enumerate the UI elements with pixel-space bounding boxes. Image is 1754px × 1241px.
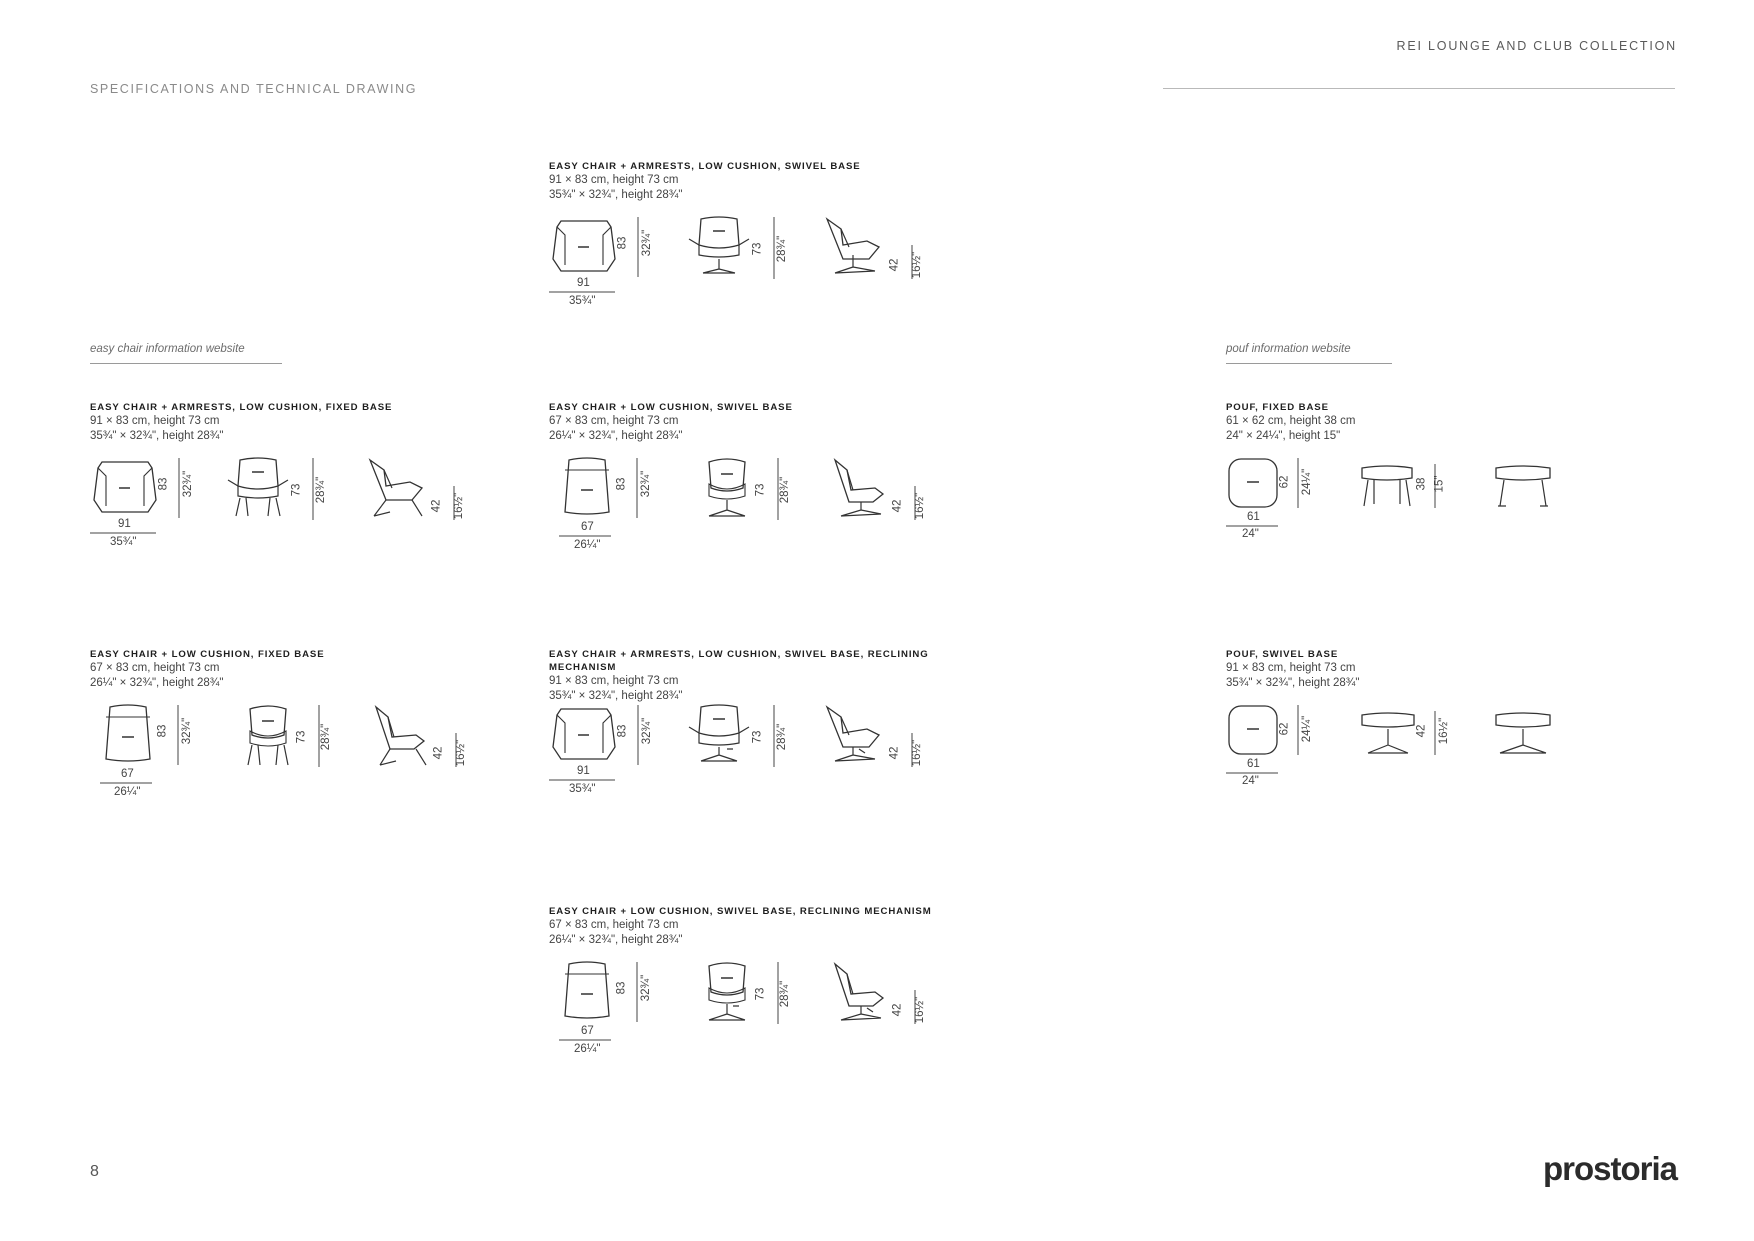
technical-drawings [549,215,989,327]
armchair-top-view-drawing [549,215,619,275]
spec-title: POUF, SWIVEL BASE [1226,649,1339,660]
spec-title: EASY CHAIR + LOW CUSHION, SWIVEL BASE, RECLINING MECHANISM [549,906,932,917]
depth-dimension-line [637,705,640,765]
height-cm-label: 73 [295,730,308,744]
technical-drawings [549,456,989,568]
spec-dimensions-inch: 26¼" × 32¾", height 28¾" [90,677,224,689]
width-dimension-line [559,535,611,538]
header-divider [1163,88,1675,89]
pouf-info-link[interactable]: pouf information website [1226,343,1351,355]
seat-height-inch-label: 16½" [914,492,927,520]
chair-top-view-drawing [559,456,615,520]
width-dimension-line [90,532,160,535]
spec-dimensions-cm: 67 × 83 cm, height 73 cm [90,662,220,674]
chair-front-view-drawing [701,456,753,520]
technical-drawings [90,456,530,568]
depth-cm-label: 83 [616,236,629,250]
spec-block-pouf-fixed [1226,401,1666,540]
height-inch-label: 28¾" [776,723,789,751]
pouf-top-view-drawing [1226,456,1280,510]
height-cm-label: 73 [751,730,764,744]
armchair-front-view-drawing [687,215,751,277]
spec-title: EASY CHAIR + ARMRESTS, LOW CUSHION, FIXED BASE [90,402,393,413]
depth-inch-label: 24¼" [1301,715,1314,743]
depth-cm-label: 83 [615,981,628,995]
depth-inch-label: 32¾" [181,717,194,745]
seat-height-inch-label: 16½" [911,251,924,279]
technical-drawings [90,703,530,815]
height-cm-label: 73 [754,483,767,497]
chair-top-view-drawing [559,960,615,1024]
depth-cm-label: 83 [615,477,628,491]
page-number: 8 [90,1163,99,1180]
armchair-front-view-drawing [687,703,751,765]
spec-dimensions-cm: 67 × 83 cm, height 73 cm [549,919,679,931]
depth-dimension-line [1297,458,1300,508]
pouf-top-view-drawing [1226,703,1280,757]
width-cm-label: 91 [577,765,590,777]
spec-block-armrest-fixed [90,401,530,548]
armchair-top-view-drawing [549,703,619,763]
height-cm-label: 73 [751,242,764,256]
depth-inch-label: 32¾" [641,229,654,257]
spec-title: EASY CHAIR + ARMRESTS, LOW CUSHION, SWIVEL BASE [549,161,861,172]
height-inch-label: 28¾" [320,723,333,751]
armchair-top-view-drawing [90,456,160,516]
seat-height-cm-label: 42 [888,258,901,272]
width-dimension-line [100,782,152,785]
depth-inch-label: 32¾" [640,974,653,1002]
pouf-link-underline [1226,363,1392,364]
technical-drawings [1226,703,1666,815]
pouf-front-view-drawing [1360,464,1414,510]
spec-dimensions-cm: 61 × 62 cm, height 38 cm [1226,415,1356,427]
width-cm-label: 91 [577,277,590,289]
seat-height-cm-label: 42 [430,499,443,513]
width-dimension-line [549,779,619,782]
height-cm-label: 38 [1415,477,1428,491]
width-cm-label: 67 [581,1025,594,1037]
page-section-title: SPECIFICATIONS AND TECHNICAL DRAWING [90,82,418,96]
depth-inch-label: 32¾" [182,470,195,498]
height-inch-label: 28¾" [776,235,789,263]
width-cm-label: 67 [121,768,134,780]
depth-inch-label: 32¾" [640,470,653,498]
width-inch-label: 35¾" [110,536,137,548]
pouf-front-view-drawing [1360,711,1416,757]
technical-drawings [1226,456,1666,568]
width-inch-label: 35¾" [569,295,596,307]
spec-dimensions-inch: 24" × 24¼", height 15" [1226,430,1341,442]
armchair-side-view-drawing [823,703,887,765]
spec-dimensions-cm: 91 × 83 cm, height 73 cm [549,675,679,687]
width-cm-label: 61 [1247,758,1260,770]
spec-dimensions-inch: 35¾" × 32¾", height 28¾" [549,189,683,201]
spec-dimensions-inch: 26¼" × 32¾", height 28¾" [549,430,683,442]
width-inch-label: 26¼" [114,786,141,798]
spec-title: POUF, FIXED BASE [1226,402,1329,413]
spec-block-armrest-swivel-reclining [549,648,989,795]
depth-inch-label: 24¼" [1301,468,1314,496]
pouf-side-view-drawing [1494,711,1552,757]
easy-chair-info-link[interactable]: easy chair information website [90,343,245,355]
depth-cm-label: 83 [156,724,169,738]
height-inch-label: 28¾" [779,476,792,504]
seat-height-inch-label: 16½" [455,739,468,767]
height-dimension-line [1434,711,1437,755]
spec-title: EASY CHAIR + ARMRESTS, LOW CUSHION, SWIVEL BASE, RECLINING MECHANISM [549,649,929,673]
height-inch-label: 15" [1433,475,1446,493]
height-inch-label: 28¾" [779,980,792,1008]
pouf-side-view-drawing [1494,464,1552,510]
seat-height-cm-label: 42 [888,746,901,760]
chair-front-view-drawing [242,703,294,767]
spec-dimensions-cm: 67 × 83 cm, height 73 cm [549,415,679,427]
armchair-side-view-drawing [366,456,430,518]
chair-top-view-drawing [100,703,156,767]
technical-drawings [549,703,989,815]
collection-title: REI LOUNGE AND CLUB COLLECTION [1396,39,1677,53]
depth-dimension-line [637,217,640,277]
depth-dimension-line [636,458,639,518]
chair-side-view-drawing [831,960,889,1024]
seat-height-inch-label: 16½" [453,492,466,520]
spec-dimensions-cm: 91 × 83 cm, height 73 cm [549,174,679,186]
height-cm-label: 73 [290,483,303,497]
spec-dimensions-cm: 91 × 83 cm, height 73 cm [90,415,220,427]
chair-front-view-drawing [701,960,753,1024]
armchair-side-view-drawing [823,215,887,277]
spec-block-armrest-swivel [549,160,989,307]
height-cm-label: 73 [754,987,767,1001]
seat-height-cm-label: 42 [891,499,904,513]
spec-dimensions-cm: 91 × 83 cm, height 73 cm [1226,662,1356,674]
seat-height-cm-label: 42 [432,746,445,760]
width-dimension-line [549,291,619,294]
height-cm-label: 42 [1415,724,1428,738]
seat-height-inch-label: 16½" [914,996,927,1024]
spec-dimensions-inch: 35¾" × 32¾", height 28¾" [90,430,224,442]
spec-dimensions-inch: 26¼" × 32¾", height 28¾" [549,934,683,946]
width-cm-label: 61 [1247,511,1260,523]
width-inch-label: 26¼" [574,1043,601,1055]
seat-height-inch-label: 16½" [911,739,924,767]
height-inch-label: 16½" [1438,717,1451,745]
spec-title: EASY CHAIR + LOW CUSHION, SWIVEL BASE [549,402,793,413]
depth-inch-label: 32¾" [641,717,654,745]
armchair-front-view-drawing [226,456,290,518]
chair-side-view-drawing [831,456,889,520]
width-dimension-line [559,1039,611,1042]
depth-dimension-line [177,705,180,765]
depth-dimension-line [178,458,181,518]
depth-cm-label: 62 [1278,475,1291,489]
spec-dimensions-inch: 35¾" × 32¾", height 28¾" [1226,677,1360,689]
width-inch-label: 24" [1242,775,1259,787]
depth-cm-label: 62 [1278,722,1291,736]
spec-block-low-cushion-fixed [90,648,530,798]
depth-cm-label: 83 [157,477,170,491]
spec-block-low-cushion-swivel [549,401,989,551]
width-inch-label: 24" [1242,528,1259,540]
depth-dimension-line [636,962,639,1022]
width-inch-label: 35¾" [569,783,596,795]
technical-drawings [549,960,989,1072]
brand-logo: prostoria [1542,1150,1677,1187]
width-cm-label: 91 [118,518,131,530]
seat-height-cm-label: 42 [891,1003,904,1017]
spec-dimensions-inch: 35¾" × 32¾", height 28¾" [549,690,683,702]
easy-chair-link-underline [90,363,282,364]
spec-title: EASY CHAIR + LOW CUSHION, FIXED BASE [90,649,325,660]
width-inch-label: 26¼" [574,539,601,551]
chair-side-view-drawing [372,703,430,767]
spec-block-pouf-swivel [1226,648,1666,787]
width-cm-label: 67 [581,521,594,533]
height-inch-label: 28¾" [315,476,328,504]
depth-dimension-line [1297,705,1300,755]
spec-block-low-cushion-swivel-reclining [549,905,989,1055]
depth-cm-label: 83 [616,724,629,738]
